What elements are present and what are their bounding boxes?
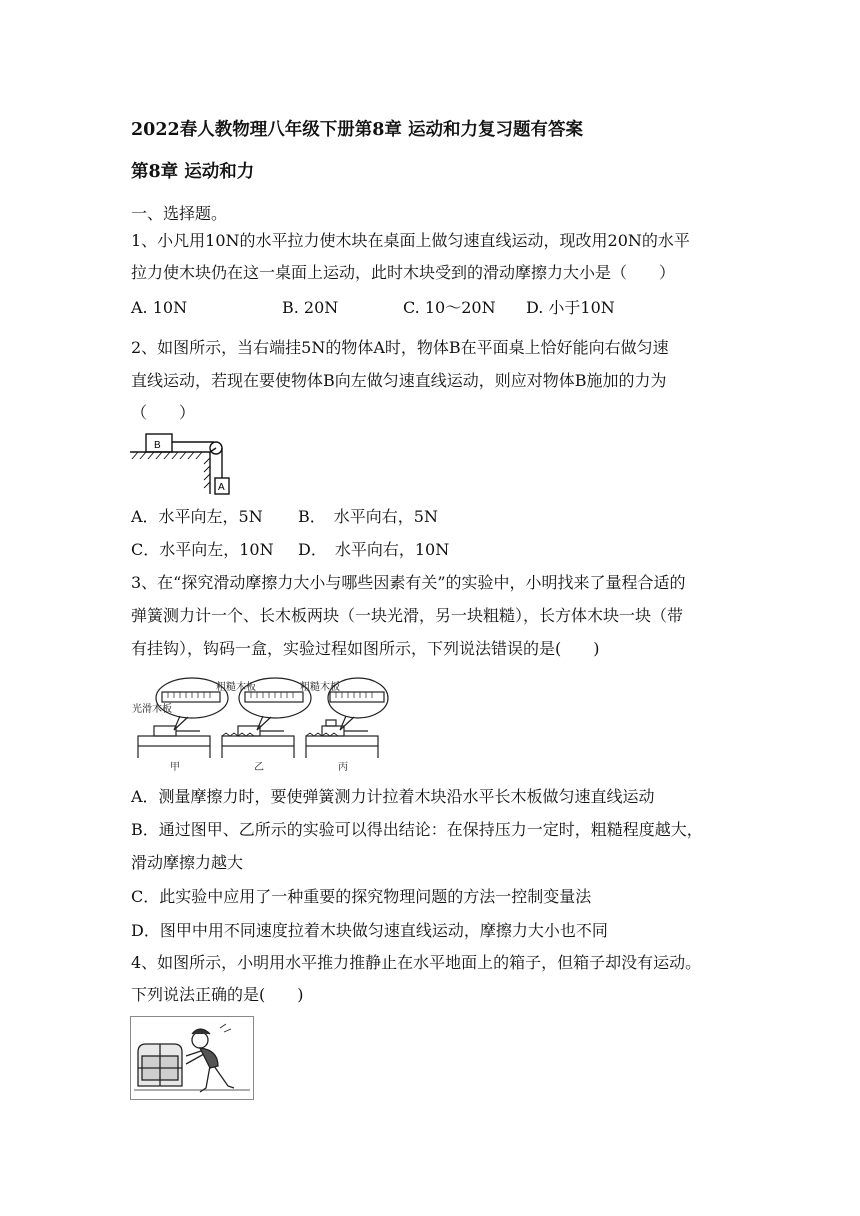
- board-label-1: 光滑木板: [132, 704, 172, 715]
- q4-line1: 4、如图所示，小明用水平推力推静止在水平地面上的箱子，但箱子却没有运动。: [131, 953, 702, 972]
- q4-line2: 下列说法正确的是( ): [131, 985, 304, 1004]
- q1-option-a: A. 10N: [131, 298, 188, 317]
- q3-line2: 弹簧测力计一个、长木板两块（一块光滑，另一块粗糙），长方体木块一块（带: [131, 606, 684, 625]
- q3-option-b-line2: 滑动摩擦力越大: [131, 853, 244, 872]
- block-a-label: A: [218, 482, 225, 493]
- caption-yi: 乙: [254, 762, 264, 773]
- q2-line3: （ ）: [131, 403, 196, 422]
- q2-line2: 直线运动，若现在要使物体B向左做匀速直线运动，则应对物体B施加的力为: [131, 371, 667, 390]
- section-heading: 一、选择题。: [131, 204, 228, 223]
- q1-line1: 1、小凡用10N的水平拉力使木块在桌面上做匀速直线运动，现改用20N的水平: [131, 231, 690, 250]
- board-label-2: 粗糙木板: [216, 682, 256, 693]
- q3-option-c: C．此实验中应用了一种重要的探究物理问题的方法一控制变量法: [131, 887, 592, 906]
- document-title: 2022春人教物理八年级下册第8章 运动和力复习题有答案: [131, 120, 583, 140]
- q1-option-b: B. 20N: [282, 298, 339, 317]
- q1-option-d: D. 小于10N: [526, 298, 615, 317]
- caption-bing: 丙: [338, 762, 348, 773]
- q1-option-c: C. 10～20N: [403, 298, 496, 317]
- board-label-3: 粗糙木板: [300, 682, 340, 693]
- q1-line2: 拉力使木块仍在这一桌面上运动，此时木块受到的滑动摩擦力大小是（ ）: [131, 263, 676, 282]
- q3-line1: 3、在“探究滑动摩擦力大小与哪些因素有关”的实验中，小明找来了量程合适的: [131, 573, 686, 592]
- q3-option-a: A．测量摩擦力时，要使弹簧测力计拉着木块沿水平长木板做匀速直线运动: [131, 787, 655, 806]
- q2-option-d: D． 水平向右，10N: [298, 540, 450, 559]
- pulley-figure: [128, 428, 238, 498]
- pushing-box-figure: [130, 1016, 254, 1100]
- caption-jia: 甲: [170, 762, 180, 773]
- friction-experiment-figure: [130, 672, 390, 774]
- q3-option-d: D．图甲中用不同速度拉着木块做匀速直线运动，摩擦力大小也不同: [131, 921, 608, 940]
- q2-option-b: B． 水平向右，5N: [298, 507, 438, 526]
- q2-option-a: A．水平向左，5N: [131, 507, 263, 526]
- q3-line3: 有挂钩），钩码一盒，实验过程如图所示，下列说法错误的是( ): [131, 639, 600, 658]
- q3-option-b-line1: B．通过图甲、乙所示的实验可以得出结论：在保持压力一定时，粗糙程度越大，: [131, 820, 703, 839]
- q2-line1: 2、如图所示，当右端挂5N的物体A时，物体B在平面桌上恰好能向右做匀速: [131, 338, 669, 357]
- block-b-label: B: [154, 440, 161, 451]
- chapter-heading: 第8章 运动和力: [131, 162, 255, 182]
- q2-option-c: C．水平向左，10N: [131, 540, 274, 559]
